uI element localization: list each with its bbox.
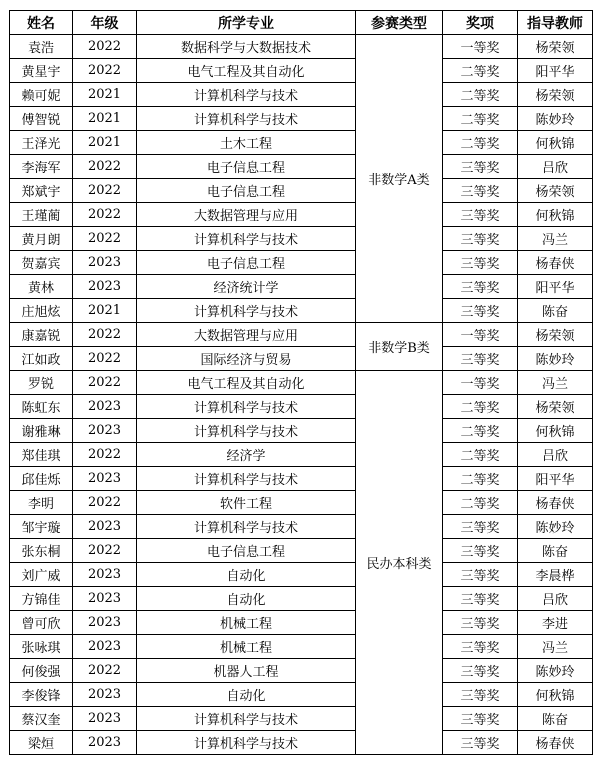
cell-major: 土木工程 xyxy=(137,131,356,155)
cell-award: 一等奖 xyxy=(443,35,518,59)
cell-name: 王泽光 xyxy=(10,131,73,155)
table-row xyxy=(10,107,593,131)
cell-grade: 2021 xyxy=(73,299,137,323)
cell-award: 二等奖 xyxy=(443,467,518,491)
cell-award: 三等奖 xyxy=(443,731,518,755)
cell-award: 三等奖 xyxy=(443,587,518,611)
table-row xyxy=(10,707,593,731)
table-row xyxy=(10,563,593,587)
cell-award: 三等奖 xyxy=(443,299,518,323)
header-name: 姓名 xyxy=(10,11,73,35)
cell-grade: 2023 xyxy=(73,611,137,635)
cell-category: 非数学B类 xyxy=(356,323,443,371)
cell-grade: 2022 xyxy=(73,347,137,371)
table-row xyxy=(10,131,593,155)
cell-major: 大数据管理与应用 xyxy=(137,323,356,347)
header-award: 奖项 xyxy=(443,11,518,35)
cell-name: 邹宇璇 xyxy=(10,515,73,539)
cell-name: 袁浩 xyxy=(10,35,73,59)
cell-name: 康嘉锐 xyxy=(10,323,73,347)
table-row xyxy=(10,323,593,347)
table-row xyxy=(10,35,593,59)
cell-major: 电气工程及其自动化 xyxy=(137,59,356,83)
cell-name: 何俊强 xyxy=(10,659,73,683)
cell-major: 电子信息工程 xyxy=(137,179,356,203)
table-body xyxy=(10,35,593,755)
cell-award: 二等奖 xyxy=(443,491,518,515)
header-major: 所学专业 xyxy=(137,11,356,35)
cell-advisor: 吕欣 xyxy=(518,155,593,179)
cell-award: 三等奖 xyxy=(443,227,518,251)
header-row xyxy=(10,11,593,35)
cell-award: 二等奖 xyxy=(443,59,518,83)
cell-advisor: 陈奋 xyxy=(518,707,593,731)
cell-grade: 2023 xyxy=(73,419,137,443)
table-row xyxy=(10,179,593,203)
cell-award: 三等奖 xyxy=(443,251,518,275)
cell-grade: 2022 xyxy=(73,371,137,395)
table-row xyxy=(10,467,593,491)
cell-name: 陈虹东 xyxy=(10,395,73,419)
cell-award: 三等奖 xyxy=(443,635,518,659)
table-row xyxy=(10,731,593,755)
cell-major: 计算机科学与技术 xyxy=(137,299,356,323)
cell-advisor: 阳平华 xyxy=(518,275,593,299)
cell-advisor: 何秋锦 xyxy=(518,131,593,155)
cell-advisor: 杨春侠 xyxy=(518,491,593,515)
cell-advisor: 杨荣领 xyxy=(518,395,593,419)
cell-major: 自动化 xyxy=(137,683,356,707)
table-row xyxy=(10,251,593,275)
cell-award: 三等奖 xyxy=(443,155,518,179)
cell-award: 二等奖 xyxy=(443,83,518,107)
cell-name: 郑斌宇 xyxy=(10,179,73,203)
table-row xyxy=(10,683,593,707)
cell-name: 郑佳琪 xyxy=(10,443,73,467)
header-grade: 年级 xyxy=(73,11,137,35)
awards-table xyxy=(9,10,593,755)
cell-category: 非数学A类 xyxy=(356,35,443,323)
cell-advisor: 陈妙玲 xyxy=(518,347,593,371)
cell-major: 计算机科学与技术 xyxy=(137,83,356,107)
table-row xyxy=(10,299,593,323)
table-row xyxy=(10,659,593,683)
cell-award: 三等奖 xyxy=(443,275,518,299)
cell-advisor: 李晨桦 xyxy=(518,563,593,587)
cell-major: 计算机科学与技术 xyxy=(137,395,356,419)
table-row xyxy=(10,491,593,515)
cell-major: 经济学 xyxy=(137,443,356,467)
cell-name: 邱佳烁 xyxy=(10,467,73,491)
cell-major: 软件工程 xyxy=(137,491,356,515)
cell-name: 黄星宇 xyxy=(10,59,73,83)
table-row xyxy=(10,611,593,635)
header-advisor: 指导教师 xyxy=(518,11,593,35)
cell-major: 计算机科学与技术 xyxy=(137,107,356,131)
cell-grade: 2023 xyxy=(73,587,137,611)
cell-award: 二等奖 xyxy=(443,419,518,443)
cell-advisor: 冯兰 xyxy=(518,635,593,659)
cell-grade: 2023 xyxy=(73,683,137,707)
cell-award: 三等奖 xyxy=(443,203,518,227)
cell-award: 二等奖 xyxy=(443,107,518,131)
cell-award: 二等奖 xyxy=(443,131,518,155)
cell-major: 机械工程 xyxy=(137,635,356,659)
cell-advisor: 何秋锦 xyxy=(518,683,593,707)
cell-award: 一等奖 xyxy=(443,371,518,395)
cell-grade: 2023 xyxy=(73,707,137,731)
cell-major: 电子信息工程 xyxy=(137,155,356,179)
cell-award: 三等奖 xyxy=(443,707,518,731)
cell-advisor: 李进 xyxy=(518,611,593,635)
cell-name: 梁烜 xyxy=(10,731,73,755)
cell-name: 曾可欣 xyxy=(10,611,73,635)
cell-award: 三等奖 xyxy=(443,179,518,203)
cell-major: 电气工程及其自动化 xyxy=(137,371,356,395)
cell-major: 计算机科学与技术 xyxy=(137,707,356,731)
cell-name: 方锦佳 xyxy=(10,587,73,611)
table-row xyxy=(10,227,593,251)
cell-major: 数据科学与大数据技术 xyxy=(137,35,356,59)
cell-name: 赖可妮 xyxy=(10,83,73,107)
cell-award: 二等奖 xyxy=(443,395,518,419)
cell-advisor: 杨春侠 xyxy=(518,731,593,755)
table-row xyxy=(10,539,593,563)
cell-grade: 2022 xyxy=(73,59,137,83)
cell-grade: 2022 xyxy=(73,443,137,467)
cell-name: 张东桐 xyxy=(10,539,73,563)
cell-advisor: 杨荣领 xyxy=(518,179,593,203)
table-row xyxy=(10,155,593,179)
cell-advisor: 杨荣领 xyxy=(518,83,593,107)
cell-major: 机器人工程 xyxy=(137,659,356,683)
cell-name: 刘广威 xyxy=(10,563,73,587)
cell-major: 计算机科学与技术 xyxy=(137,419,356,443)
cell-award: 三等奖 xyxy=(443,611,518,635)
table-row xyxy=(10,371,593,395)
cell-advisor: 吕欣 xyxy=(518,587,593,611)
cell-advisor: 吕欣 xyxy=(518,443,593,467)
cell-name: 李海军 xyxy=(10,155,73,179)
cell-grade: 2023 xyxy=(73,467,137,491)
cell-award: 三等奖 xyxy=(443,683,518,707)
cell-advisor: 杨荣领 xyxy=(518,323,593,347)
cell-award: 三等奖 xyxy=(443,539,518,563)
cell-award: 三等奖 xyxy=(443,515,518,539)
cell-grade: 2022 xyxy=(73,179,137,203)
cell-major: 自动化 xyxy=(137,563,356,587)
cell-grade: 2023 xyxy=(73,635,137,659)
cell-name: 蔡汉奎 xyxy=(10,707,73,731)
table-row xyxy=(10,443,593,467)
cell-grade: 2022 xyxy=(73,35,137,59)
cell-grade: 2022 xyxy=(73,155,137,179)
cell-advisor: 阳平华 xyxy=(518,59,593,83)
cell-award: 三等奖 xyxy=(443,659,518,683)
cell-grade: 2021 xyxy=(73,131,137,155)
cell-major: 机械工程 xyxy=(137,611,356,635)
table-row xyxy=(10,203,593,227)
table-row xyxy=(10,275,593,299)
cell-grade: 2022 xyxy=(73,659,137,683)
cell-grade: 2023 xyxy=(73,563,137,587)
cell-advisor: 陈妙玲 xyxy=(518,659,593,683)
header-category: 参赛类型 xyxy=(356,11,443,35)
table-row xyxy=(10,587,593,611)
cell-major: 电子信息工程 xyxy=(137,251,356,275)
cell-major: 经济统计学 xyxy=(137,275,356,299)
cell-name: 傅智锐 xyxy=(10,107,73,131)
table-row xyxy=(10,635,593,659)
cell-award: 三等奖 xyxy=(443,563,518,587)
cell-grade: 2022 xyxy=(73,227,137,251)
cell-major: 计算机科学与技术 xyxy=(137,467,356,491)
cell-grade: 2021 xyxy=(73,83,137,107)
cell-award: 一等奖 xyxy=(443,323,518,347)
cell-major: 电子信息工程 xyxy=(137,539,356,563)
cell-name: 贺嘉宾 xyxy=(10,251,73,275)
cell-advisor: 陈奋 xyxy=(518,539,593,563)
cell-grade: 2023 xyxy=(73,515,137,539)
cell-grade: 2022 xyxy=(73,491,137,515)
cell-major: 大数据管理与应用 xyxy=(137,203,356,227)
cell-advisor: 何秋锦 xyxy=(518,419,593,443)
cell-major: 国际经济与贸易 xyxy=(137,347,356,371)
cell-grade: 2021 xyxy=(73,107,137,131)
table-row xyxy=(10,83,593,107)
table-row xyxy=(10,59,593,83)
cell-advisor: 何秋锦 xyxy=(518,203,593,227)
cell-major: 计算机科学与技术 xyxy=(137,515,356,539)
cell-name: 庄旭炫 xyxy=(10,299,73,323)
table-row xyxy=(10,515,593,539)
cell-award: 二等奖 xyxy=(443,443,518,467)
cell-grade: 2022 xyxy=(73,539,137,563)
cell-name: 罗锐 xyxy=(10,371,73,395)
cell-advisor: 阳平华 xyxy=(518,467,593,491)
cell-grade: 2023 xyxy=(73,731,137,755)
cell-grade: 2023 xyxy=(73,395,137,419)
table-row xyxy=(10,347,593,371)
cell-name: 黄林 xyxy=(10,275,73,299)
cell-name: 江如政 xyxy=(10,347,73,371)
cell-advisor: 杨春侠 xyxy=(518,251,593,275)
cell-name: 黄月朗 xyxy=(10,227,73,251)
cell-advisor: 冯兰 xyxy=(518,371,593,395)
cell-name: 李俊锋 xyxy=(10,683,73,707)
cell-advisor: 陈妙玲 xyxy=(518,515,593,539)
cell-category: 民办本科类 xyxy=(356,371,443,755)
cell-advisor: 冯兰 xyxy=(518,227,593,251)
cell-grade: 2023 xyxy=(73,251,137,275)
table-row xyxy=(10,419,593,443)
table-row xyxy=(10,395,593,419)
cell-name: 谢雅琳 xyxy=(10,419,73,443)
cell-advisor: 陈妙玲 xyxy=(518,107,593,131)
cell-major: 计算机科学与技术 xyxy=(137,227,356,251)
cell-major: 计算机科学与技术 xyxy=(137,731,356,755)
cell-grade: 2022 xyxy=(73,203,137,227)
cell-grade: 2023 xyxy=(73,275,137,299)
cell-grade: 2022 xyxy=(73,323,137,347)
cell-name: 张咏琪 xyxy=(10,635,73,659)
cell-name: 李明 xyxy=(10,491,73,515)
cell-advisor: 陈奋 xyxy=(518,299,593,323)
cell-award: 三等奖 xyxy=(443,347,518,371)
cell-name: 王瑾蔺 xyxy=(10,203,73,227)
cell-advisor: 杨荣领 xyxy=(518,35,593,59)
cell-major: 自动化 xyxy=(137,587,356,611)
